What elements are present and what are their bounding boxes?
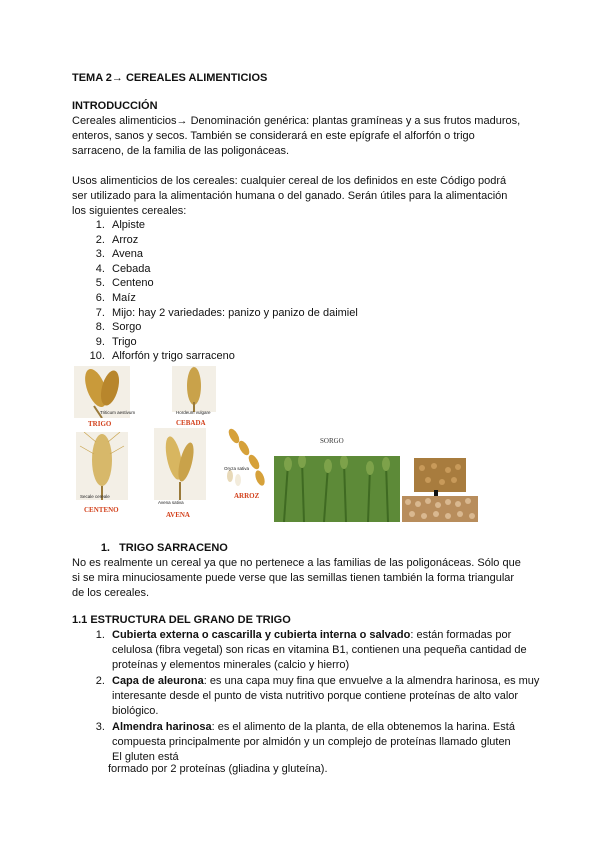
uses-line: Usos alimenticios de los cereales: cualquier cereal de los definidos en este Código podrá: [72, 175, 507, 187]
trigo-caption: TRIGO: [88, 420, 112, 428]
centeno-image: [76, 432, 128, 500]
cebada-caption: CEBADA: [176, 419, 206, 427]
cereal-item: 4. Cebada: [108, 262, 358, 277]
item-text: : es una capa muy fina que envuelve a la almendra harinosa, es muy interesante desde el punto de vista nutritivo porque contiene proteínas de alto valor biológico.: [112, 675, 540, 717]
cereal-item: 10. Alforfón y trigo sarraceno: [108, 349, 358, 364]
definition-line: enteros, sanos y secos. También se considerará en este epígrafe el alforfón o trigo: [72, 130, 475, 142]
intro-definition: [72, 114, 532, 159]
body-line: si se mira minuciosamente puede verse que las semillas tienen también la forma triangular: [72, 572, 515, 584]
arroz-image: [220, 422, 272, 496]
centeno-caption: CENTENO: [84, 506, 119, 514]
cereal-item: 7. Mijo: hay 2 variedades: panizo y panizo de daimiel: [108, 306, 358, 321]
arroz-caption: ARROZ: [234, 492, 260, 500]
item-term: Cubierta externa o cascarilla y cubierta interna o salvado: [112, 629, 411, 641]
page-title: TEMA 2→ CEREALES ALIMENTICIOS: [72, 72, 268, 84]
cebada-label: Hordeum vulgare: [176, 410, 211, 415]
item-extra-line: El gluten está: [112, 751, 179, 763]
estructura-heading: 1.1 ESTRUCTURA DEL GRANO DE TRIGO: [72, 614, 291, 626]
arroz-label: Oryza sativa: [224, 466, 250, 471]
item-term: Almendra harinosa: [112, 721, 212, 733]
uses-line: ser utilizado para la alimentación humana o del ganado. Serán útiles para la alimentación: [72, 190, 508, 202]
section-title: TRIGO SARRACENO: [119, 542, 228, 554]
estructura-item: [108, 720, 554, 765]
trigo-sarraceno-body: [72, 556, 532, 601]
definition-line: sarraceno, de la familia de las poligonáceas.: [72, 145, 290, 157]
centeno-label: Secale cereale: [80, 494, 110, 499]
uses-line: los siguientes cereales:: [72, 205, 187, 217]
estructura-item: [108, 628, 554, 673]
intro-uses: [72, 174, 532, 219]
avena-image: [154, 428, 206, 500]
section-number: 1.: [100, 542, 110, 554]
avena-caption: AVENA: [166, 511, 190, 519]
avena-label: Avena sativa: [158, 500, 184, 505]
cereal-list: [72, 218, 358, 364]
gluten-line: formado por 2 proteínas (gliadina y gluteína).: [108, 763, 328, 775]
sorgo-panicle-image: [414, 458, 466, 492]
sorgo-image: [274, 456, 400, 522]
cereal-item: 6. Maíz: [108, 291, 358, 306]
item-term: Capa de aleurona: [112, 675, 204, 687]
estructura-list: [72, 628, 554, 766]
item-text: : es el alimento de la planta, de ella obtenemos la harina. Está compuesta principalmente por almidón y un complejo de proteínas llamado gluten: [112, 721, 515, 748]
trigo-sarraceno-heading: [72, 542, 228, 554]
cereal-item: 5. Centeno: [108, 276, 358, 291]
trigo-label: Triticum aestivum: [100, 410, 136, 415]
body-line: No es realmente un cereal ya que no pertenece a las familias de las poligonáceas. Sólo que: [72, 557, 521, 569]
cebada-image: [172, 366, 216, 412]
sorgo-seeds-image: [402, 496, 478, 522]
sorgo-caption: SORGO: [320, 437, 344, 445]
item-text: : están formadas por celulosa (fibra vegetal) son ricas en vitamina B1, contienen una pequeña cantidad de proteínas y elementos minerales (calcio y hierro): [112, 629, 527, 671]
cereal-item: 2. Arroz: [108, 233, 358, 248]
cereal-item: 8. Sorgo: [108, 320, 358, 335]
cereal-item: 3. Avena: [108, 247, 358, 262]
body-line: de los cereales.: [72, 587, 150, 599]
cereal-item: 9. Trigo: [108, 335, 358, 350]
intro-heading: INTRODUCCIÓN: [72, 100, 158, 112]
definition-line: Cereales alimenticios→ Denominación genérica: plantas gramíneas y a sus frutos maduros,: [72, 115, 521, 127]
estructura-item: [108, 674, 554, 719]
cereal-item: 1. Alpiste: [108, 218, 358, 233]
